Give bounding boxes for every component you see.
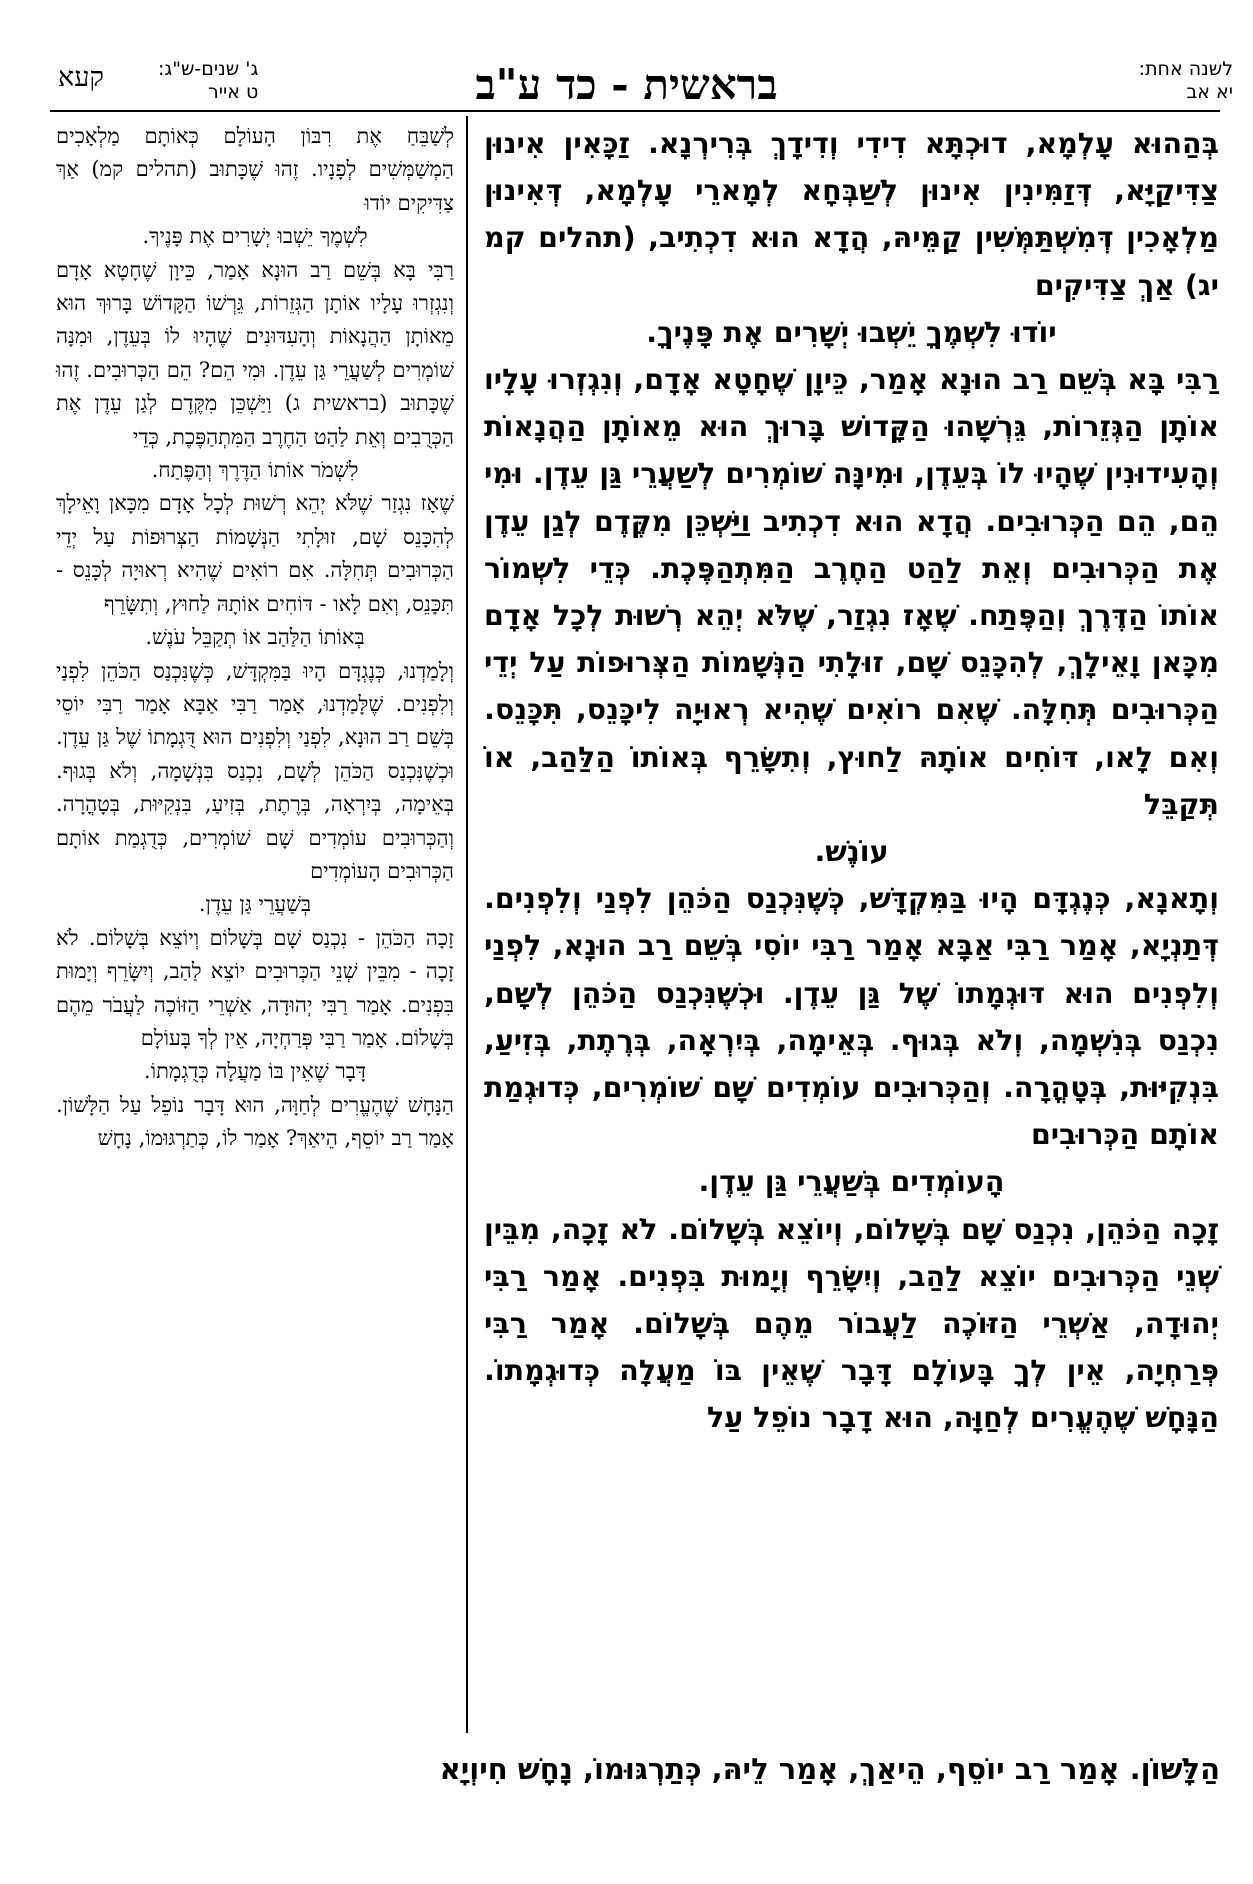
page-number: קעא — [58, 62, 104, 93]
main-paragraph: רַבִּי בָּא בְּשֵׁם רַב הוּנָא אָמַר, כֵּיוָן שֶׁחָטָא אָדָם, וְנִגְזְרוּ עָלָיו אוֹתָן הַגְּזֵרוֹת, גֵּרְשָׁהוּ הַקָּדוֹשׁ בָּרוּךְ הוּא מֵאוֹתָן הַהֲנָאוֹת וְהָעִידוּנִין שֶׁהָיוּ לוֹ בְּעֵדֶן, וּמִינָּה שׁוֹמְרִים לְשַׁעֲרֵי גַּן עֵדֶן. וּמִי הֵם, הֵם הַכְּרוּבִים. הֲדָא הוּא דִכְתִיב וַיַּשְׁכֵּן מִקֶּדֶם לְגַן עֵדֶן אֶת הַכְּרוּבִים וְאֵת לַהַט הַחֶרֶב הַמִּתְהַפֶּכֶת. כְּדֵי לִשְׁמוֹר אוֹתוֹ הַדֶּרֶךְ וְהַפֶּתַח. שֶׁאָז נִגְזַר, שֶׁלֹּא יְהֵא רְשׁוּת לְכָל אָדָם מִכָּאן וָאֵילָךְ, לְהִכָּנֵס שָׁם, זוּלָתִי הַנְּשָׁמוֹת הַצְּרוּפוֹת עַל יְדֵי הַכְּרוּבִים תְּחִלָּה. שֶׁאִם רוֹאִים שֶׁהִיא רְאוּיָה לִיכָּנֵס, תִּכָּנֵס. וְאִם לָאו, דּוֹחִים אוֹתָהּ לַחוּץ, וְתִשָּׂרֵף בְּאוֹתוֹ הַלַּהַב, אוֹ תְּקַבֵּל — [484, 363, 1219, 821]
main-paragraph: יוֹדוּ לִשְׁמֶךָ יֵשְׁבוּ יְשָׁרִים אֶת פָּנֶיךָ. — [646, 315, 1057, 349]
header-schedule-date: יא אב — [1186, 81, 1233, 103]
header-study-schedule-three-years — [158, 58, 258, 104]
header-schedule-label: ג' שנים-ש"ג: — [158, 58, 259, 80]
main-paragraph: עוֹנֶשׁ. — [814, 835, 889, 869]
main-paragraph: הָעוֹמְדִים בְּשַׁעֲרֵי גַּן עֵדֶן. — [698, 1165, 1005, 1199]
side-paragraph: לְשַׁבֵּחַ אֶת רִבּוֹן הָעוֹלָם כְּאוֹתָם מַלְאָכִים הַמְשַׁמְּשִׁים לְפָנָיו. זֶהוּ שֶׁכָּתוּב (תהלים קמ) אַךְ צַדִּיקִים יוֹדוּ — [56, 124, 454, 215]
main-column-aramaic-text — [484, 120, 1219, 1442]
header-divider — [50, 110, 1220, 112]
main-paragraph: זָכָה הַכֹּהֵן, נִכְנַס שָׁם בְּשָׁלוֹם, וְיוֹצֵא בְּשָׁלוֹם. לֹא זָכָה, מִבֵּין שְׁנֵי הַכְּרוּבִים יוֹצֵא לַהַב, וְיִשָּׂרֵף וְיָמוּת בִּפְנִים. אָמַר רַבִּי יְהוּדָה, אַשְׁרֵי הַזּוֹכֶה לַעֲבוֹר מֵהֶם בְּשָׁלוֹם. אָמַר רַבִּי פְּרַחְיָה, אֵין לְךָ בָּעוֹלָם דָּבָר שֶׁאֵין בּוֹ מַעֲלָה כְּדוּגְמָתוֹ. הַנָּחָשׁ שֶׁהֶעֱרִים לְחַוָּה, הוּא דָבָר נוֹפֵל עַל — [484, 1212, 1219, 1435]
page-title: בראשית - כד ע"ב — [475, 60, 778, 109]
side-paragraph: לִשְׁמֶךָ יֵשְׁבוּ יְשָׁרִים אֶת פָּנֶיךָ. — [142, 224, 368, 249]
side-column-translation — [56, 120, 454, 1156]
side-paragraph: לִשְׁמֹר אוֹתוֹ הַדֶּרֶךְ וְהַפֶּתַח. — [151, 458, 359, 483]
column-divider — [466, 116, 468, 1733]
main-paragraph: וְתָאנָא, כְּנֶגְדָּם הָיוּ בַּמִּקְדָּשׁ, כְּשֶׁנִּכְנַס הַכֹּהֵן לִפְנַי וְלִפְנִים. דְּתַנְיָא, אָמַר רַבִּי אַבָּא אָמַר רַבִּי יוֹסִי בְּשֵׁם רַב הוּנָא, לִפְנַי וְלִפְנִים הוּא דּוּגְמָתוֹ שֶׁל גַּן עֵדֶן. וּכְשֶׁנִּכְנַס הַכֹּהֵן לְשָׁם, נִכְנַס בְּנִשְׁמָה, וְלֹא בְּגוּף. בְּאֵימָה, בְּיִרְאָה, בְּרֶתֶת, בְּזִיעַ, בִּנְקִיּוּת, בְּטָהֳרָה. וְהַכְּרוּבִים עוֹמְדִים שָׁם שׁוֹמְרִים, כְּדוּגְמַת אוֹתָם הַכְּרוּבִים — [484, 882, 1219, 1152]
side-paragraph: זָכָה הַכֹּהֵן - נִכְנַס שָׁם בְּשָׁלוֹם וְיוֹצֵא בְּשָׁלוֹם. לֹא זָכָה - מִבֵּין שְׁנֵי הַכְּרוּבִים יוֹצֵא לַהַב, וְיִשָּׂרֵף וְיָמוּת בִּפְנִים. אָמַר רַבִּי יְהוּדָה, אַשְׁרֵי הַזּוֹכֶה לַעֲבֹר מֵהֶם בְּשָׁלוֹם. אָמַר רַבִּי פְּרַחְיָה, אֵין לְךָ בָּעוֹלָם — [56, 925, 454, 1050]
side-paragraph: וְלָמַדְנוּ, כְּנֶגְדָּם הָיוּ בַּמִּקְדָּשׁ, כְּשֶׁנִּכְנַס הַכֹּהֵן לִפְנַי וְלִפְנִים. שֶׁלָּמַדְנוּ, אָמַר רַבִּי אַבָּא אָמַר רַבִּי יוֹסֵי בְּשֵׁם רַב הוּנָא, לִפְנַי וְלִפְנִים הוּא דֻּגְמָתוֹ שֶׁל גַּן עֵדֶן. וּכְשֶׁנִּכְנַס הַכֹּהֵן לְשָׁם, נִכְנַס בִּנְשָׁמָה, וְלֹא בְּגוּף. בְּאֵימָה, בְּיִרְאָה, בְּרֶתֶת, בְּזִיעַ, בִּנְקִיּוּת, בְּטָהֳרָה. וְהַכְּרוּבִים עוֹמְדִים שָׁם שׁוֹמְרִים, כְּדֻגְמַת אוֹתָם הַכְּרוּבִים הָעוֹמְדִים — [56, 658, 454, 883]
side-paragraph: בְּשַׁעֲרֵי גַּן עֵדֶן. — [198, 892, 312, 917]
main-paragraph: בְּהַהוּא עָלְמָא, דוּכְתָּא דִידִי וְדִידָךְ בְּרִירְנָא. זַכָּאִין אִינוּן צַדִּיקַיָּא, דְּזַמִּינִין אִינוּן לְשַׁבְּחָא לְמָארֵי עָלְמָא, דְּאִינוּן מַלְאָכִין דְּמִשְׁתַּמְּשִׁין קַמֵּיהּ, הֲדָא הוּא דִכְתִיב, (תהלים קמ יג) אַךְ צַדִּיקִים — [484, 127, 1219, 302]
side-paragraph: בְּאוֹתוֹ הַלַּהַב אוֹ תְקַבֵּל עֹנֶשׁ. — [145, 625, 365, 650]
side-paragraph: רַבִּי בָּא בְּשֵׁם רַב הוּנָא אָמַר, כֵּיוָן שֶׁחָטָא אָדָם וְנִגְזְרוּ עָלָיו אוֹתָן הַגְּזֵרוֹת, גֵּרְשׁוֹ הַקָּדוֹשׁ בָּרוּךְ הוּא מֵאוֹתָן הַהֲנָאוֹת וְהָעִדּוּנִים שֶׁהָיוּ לוֹ בְּעֵדֶן, וּמִנָּה שׁוֹמְרִים לְשַׁעֲרֵי גַּן עֵדֶן. וּמִי הֵם? הֵם הַכְּרוּבִים. זֶהוּ שֶׁכָּתוּב (בראשית ג) וַיַּשְׁכֵּן מִקֶּדֶם לְגַן עֵדֶן אֶת הַכְּרֻבִים וְאֵת לַהַט הַחֶרֶב הַמִּתְהַפֶּכֶת, כְּדֵי — [56, 257, 454, 449]
header-schedule-label: לשנה אחת: — [1138, 58, 1233, 80]
side-paragraph: דָּבָר שֶׁאֵין בּוֹ מַעֲלָה כְּדֻגְמָתוֹ. — [144, 1059, 366, 1084]
side-paragraph: שֶׁאָז נִגְזַר שֶׁלֹּא יְהֵא רְשׁוּת לְכָל אָדָם מִכָּאן וָאֵילָךְ לְהִכָּנֵס שָׁם, זוּלָתִי הַנְּשָׁמוֹת הַצְּרוּפוֹת עַל יְדֵי הַכְּרוּבִים תְּחִלָּה. אִם רוֹאִים שֶׁהִיא רְאוּיָה לְכָּנֵס - תִּכָּנֵס, וְאִם לָאו - דּוֹחִים אוֹתָהּ לַחוּץ, וְתִשָּׂרֵף — [56, 491, 454, 616]
header-schedule-date: ט אייר — [208, 81, 259, 103]
bottom-full-width-line: הַלָּשׁוֹן. אָמַר רַב יוֹסֵף, הֵיאַךְ, אָמַר לֵיהּ, כְּתַרְגּוּמוֹ, נָחָשׁ חִיוְיָא — [439, 1752, 1220, 1786]
side-paragraph: הַנָּחָשׁ שֶׁהֶעֱרִים לְחַוָּה, הוּא דָּבָר נוֹפֵל עַל הַלָּשׁוֹן. אָמַר רַב יוֹסֵף, הֵיאַךְ? אָמַר לוֹ, כְּתַרְגּוּמוֹ, נָחָשׁ — [56, 1092, 454, 1151]
